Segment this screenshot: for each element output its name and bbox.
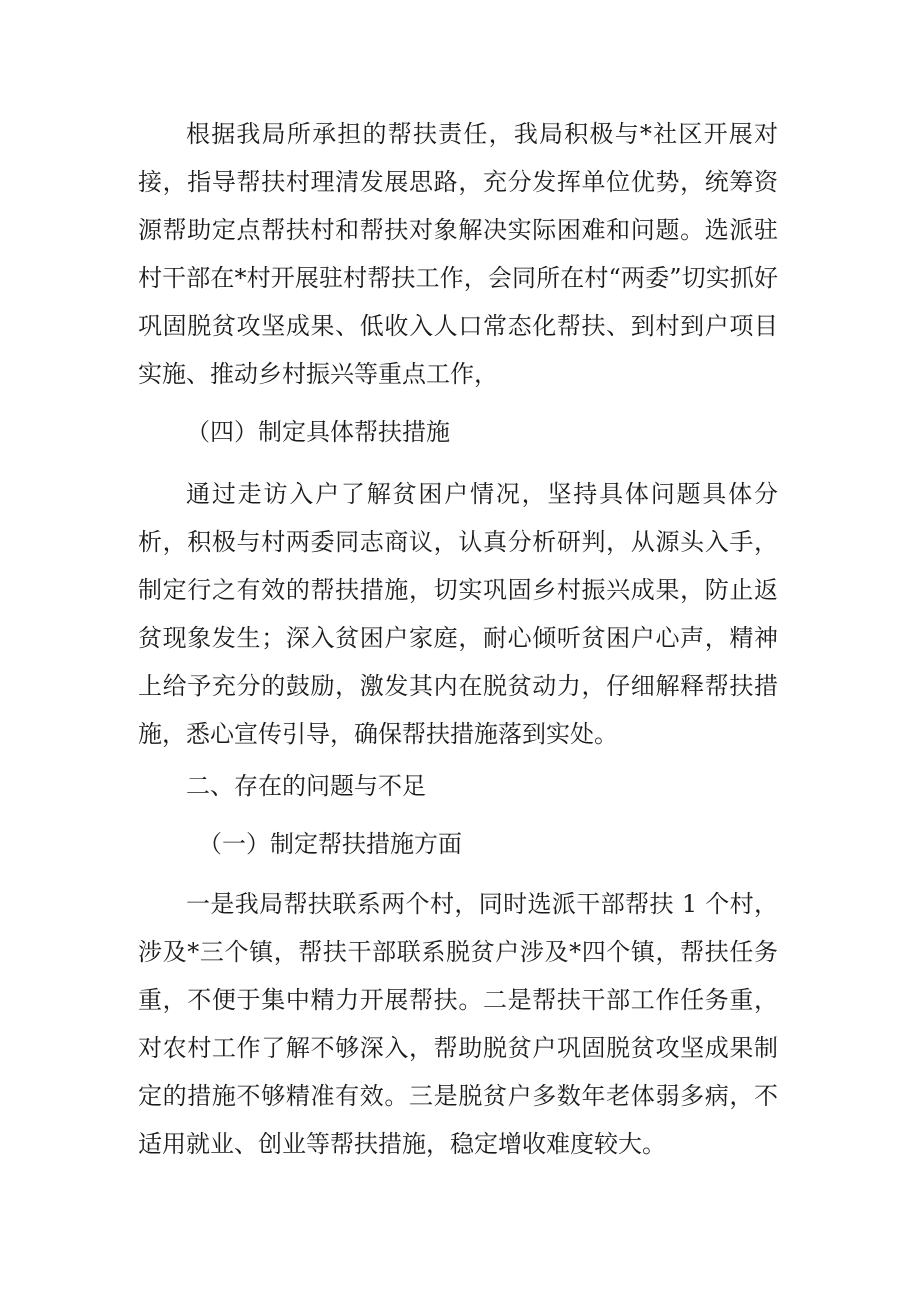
body-paragraph: 通过走访入户了解贫困户情况，坚持具体问题具体分析，积极与村两委同志商议，认真分析研判，从源头入手，制定行之有效的帮扶措施，切实巩固乡村振兴成果，防止返贫现象发生；深入贫困户家庭，耐心倾听贫困户心声，精神上给予充分的鼓励，激发其内在脱贫动力，仔细解释帮扶措施，悉心宣传引导，确保帮扶措施落到实处。 bbox=[138, 480, 778, 748]
subsection-heading: （四）制定具体帮扶措施 bbox=[186, 418, 450, 446]
subsection-heading: （一）制定帮扶措施方面 bbox=[198, 830, 462, 858]
body-paragraph: 一是我局帮扶联系两个村，同时选派干部帮扶 1 个村，涉及*三个镇，帮扶干部联系脱贫户涉及*四个镇，帮扶任务重，不便于集中精力开展帮扶。二是帮扶干部工作任务重，对农村工作了解不够深入，帮助脱贫户巩固脱贫攻坚成果制定的措施不够精准有效。三是脱贫户多数年老体弱多病，不适用就业、创业等帮扶措施，稳定增收难度较大。 bbox=[138, 890, 778, 1158]
body-paragraph: 根据我局所承担的帮扶责任，我局积极与*社区开展对接，指导帮扶村理清发展思路，充分发挥单位优势，统筹资源帮助定点帮扶村和帮扶对象解决实际困难和问题。选派驻村干部在*村开展驻村帮扶工作，会同所在村“两委”切实抓好巩固脱贫攻坚成果、低收入人口常态化帮扶、到村到户项目实施、推动乡村振兴等重点工作， bbox=[138, 120, 778, 388]
section-heading: 二、存在的问题与不足 bbox=[186, 772, 426, 800]
